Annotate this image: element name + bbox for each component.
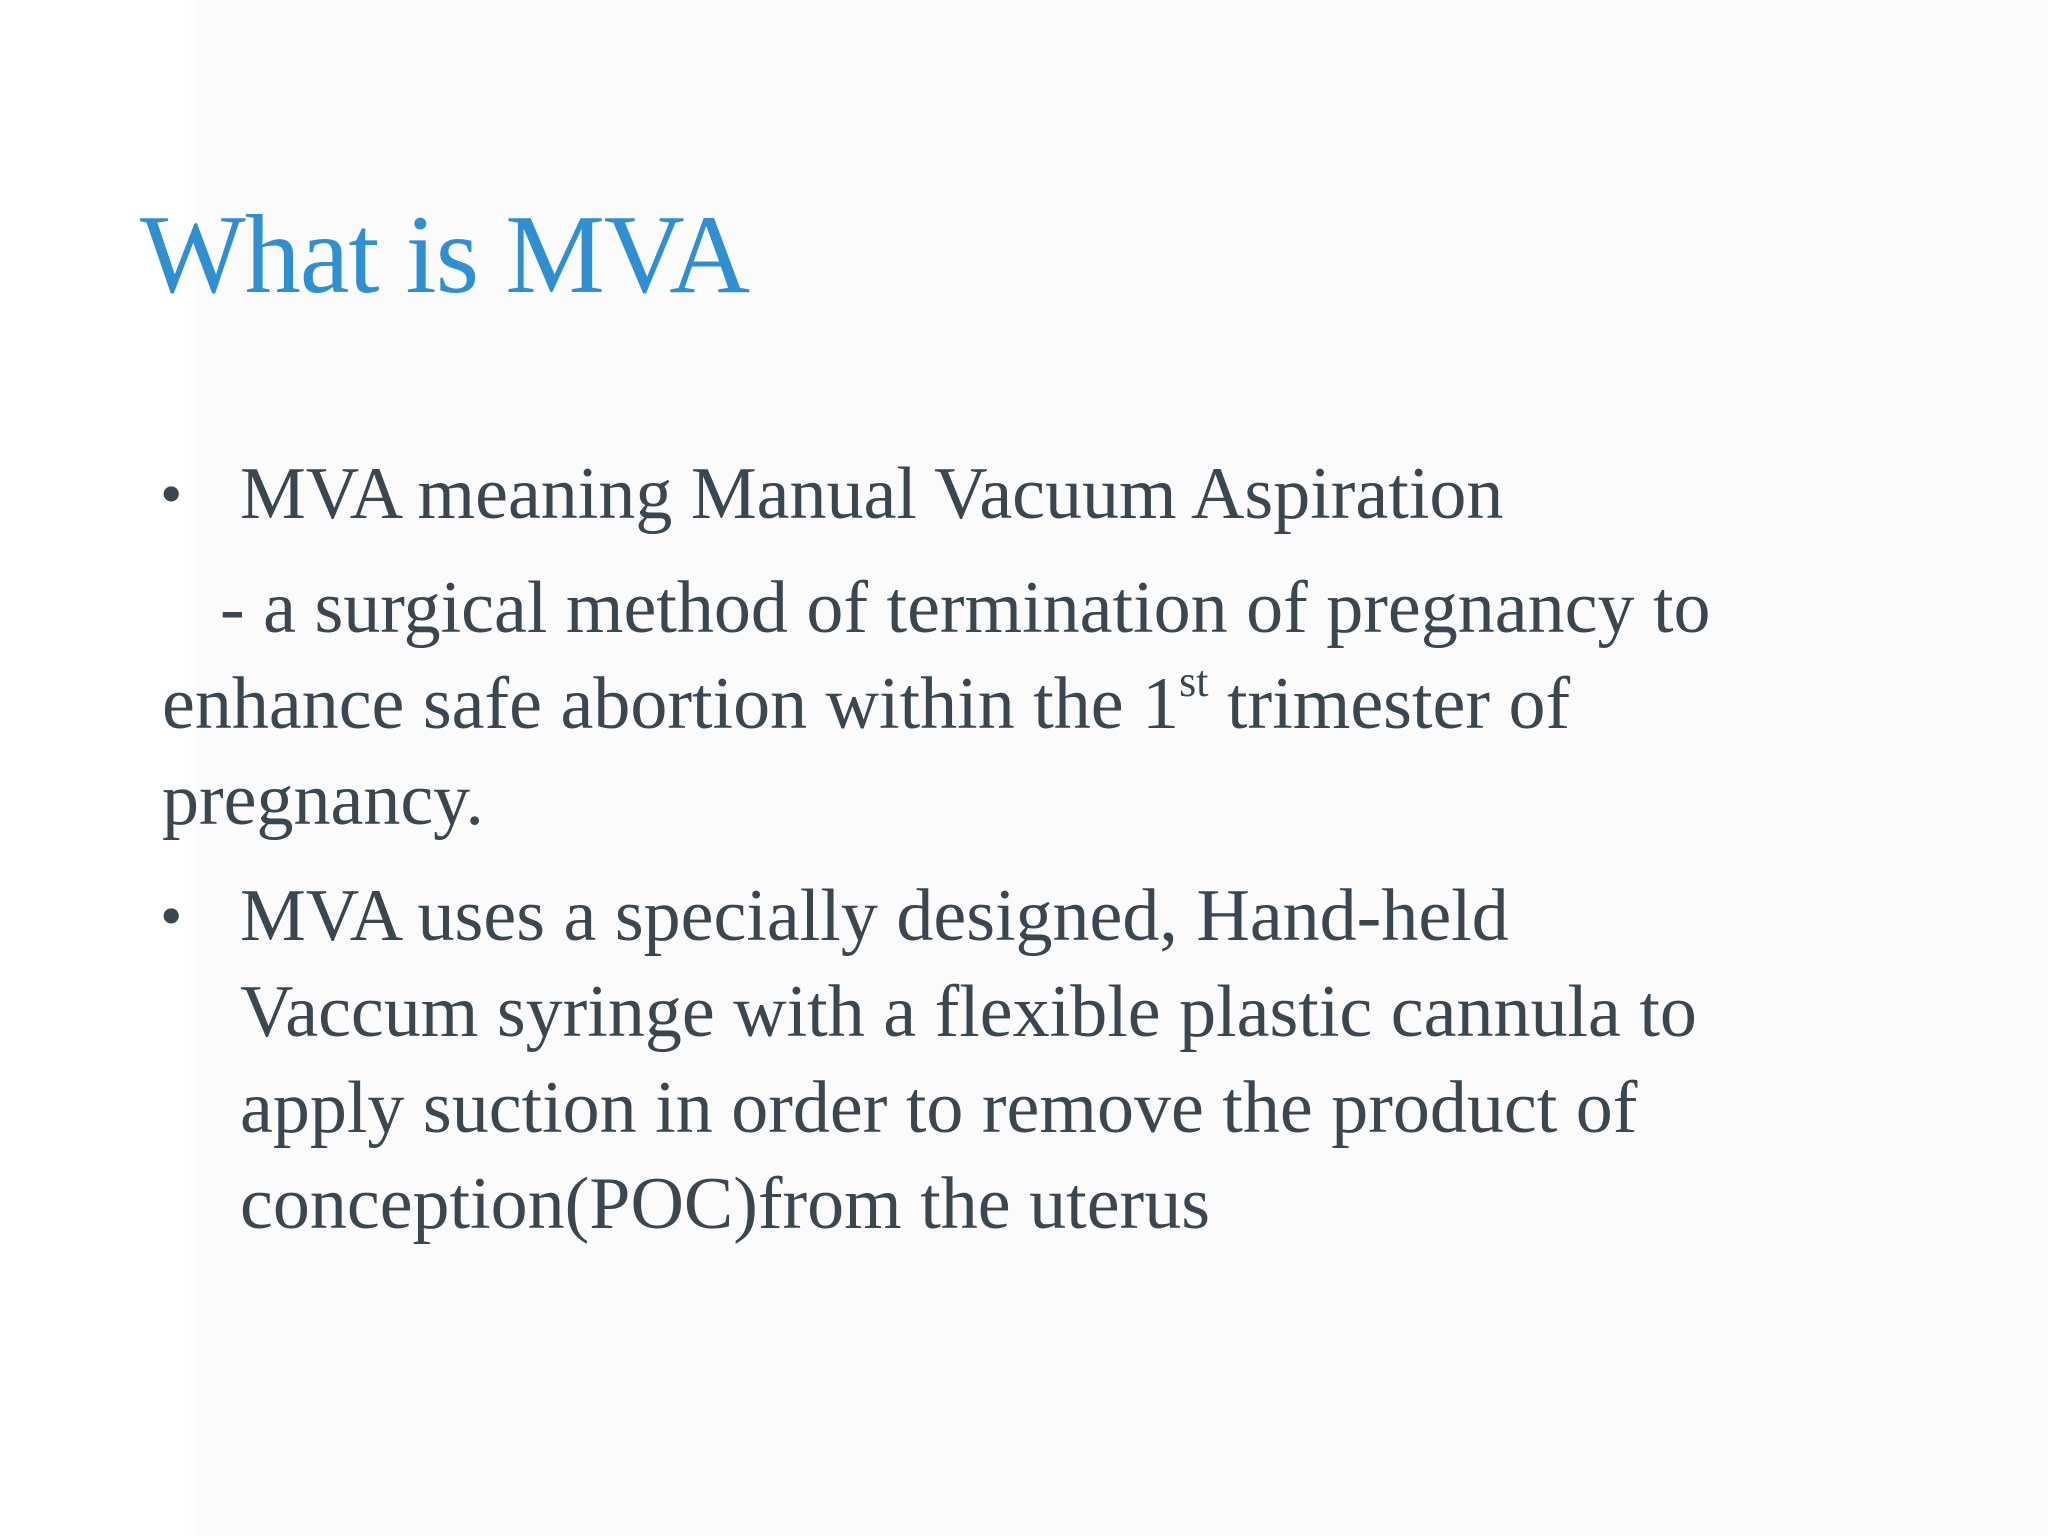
continuation-line-3: pregnancy. bbox=[162, 759, 484, 841]
continuation-line-2 bbox=[162, 656, 1570, 752]
bullet-2-line-3: apply suction in order to remove the product of bbox=[240, 1067, 1638, 1149]
bullet-1-line-1: MVA meaning Manual Vacuum Aspiration bbox=[240, 453, 1504, 535]
bullet-marker-1: • bbox=[160, 458, 183, 529]
continuation-line-1: - a surgical method of termination of pregnancy to bbox=[220, 567, 1711, 649]
slide-title: What is MVA bbox=[140, 193, 750, 317]
bullet-2-line-1: MVA uses a specially designed, Hand-held bbox=[240, 875, 1509, 957]
continuation-line-2-end: trimester of bbox=[1208, 663, 1571, 745]
bullet-marker-2: • bbox=[160, 880, 183, 951]
continuation-line-2-main: enhance safe abortion within the 1 bbox=[162, 663, 1180, 745]
ordinal-suffix: st bbox=[1179, 657, 1209, 707]
bullet-2-line-4: conception(POC)from the uterus bbox=[240, 1163, 1210, 1245]
bullet-2-line-2: Vaccum syringe with a flexible plastic cannula to bbox=[240, 971, 1697, 1053]
